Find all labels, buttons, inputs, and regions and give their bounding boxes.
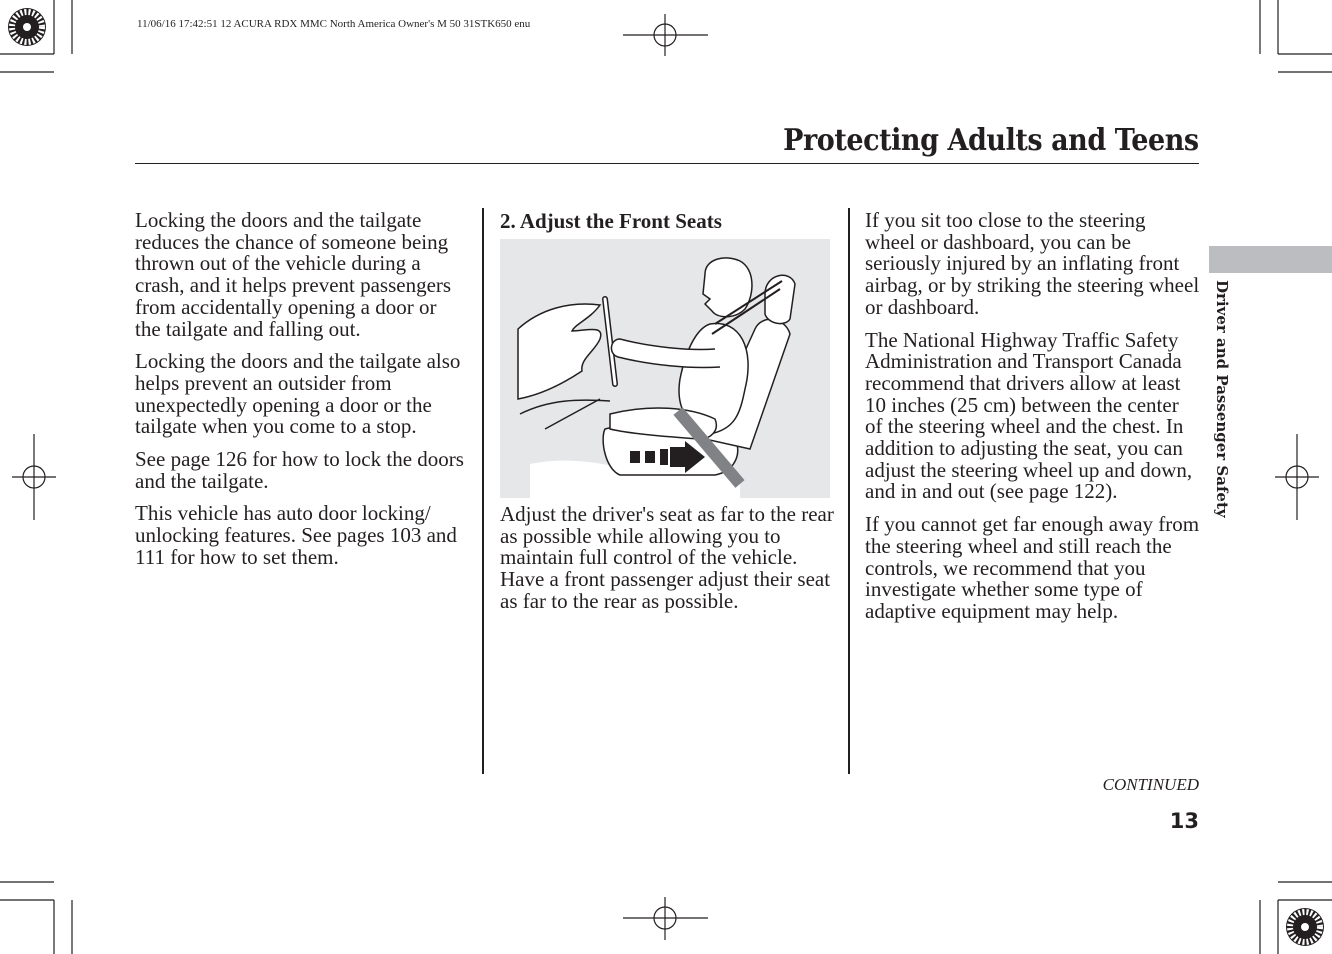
column-1: [135, 210, 465, 580]
sunburst-mark-bottom-right: [1286, 908, 1324, 946]
paragraph: Locking the doors and the tailgate also helps prevent an outsider from unexpectedly opening a door or the tailgate when you come to a stop.: [135, 349, 461, 439]
print-info: 11/06/16 17:42:51 12 ACURA RDX MMC North America Owner's M 50 31STK650 enu: [137, 18, 531, 30]
paragraph: The National Highway Traffic Safety Administration and Transport Canada recommend that drivers allow at least 10 inches (25 cm) between the center of the steering wheel and the chest. In addition to adjusting the seat, you can adjust the steering wheel up and down, and in and out (see page 122).: [865, 327, 1193, 504]
paragraph: See page 126 for how to lock the doors and the tailgate.: [135, 447, 464, 493]
section-heading: 2. Adjust the Front Seats: [500, 209, 722, 233]
paragraph: If you cannot get far enough away from the steering wheel and still reach the controls, we recommend that you investigate whether some type of adaptive equipment may help.: [865, 512, 1200, 623]
section-tab: [1209, 246, 1332, 273]
paragraph: If you sit too close to the steering wheel or dashboard, you can be seriously injured by an inflating front airbag, or by striking the steering wheel or dashboard.: [865, 208, 1200, 319]
continued-label: CONTINUED: [1102, 775, 1199, 794]
page-title: Protecting Adults and Teens: [783, 123, 1199, 158]
title-rule: [135, 163, 1199, 164]
column-2: [500, 504, 840, 624]
seat-adjustment-illustration: [500, 239, 830, 498]
sunburst-mark-top-left: [8, 8, 46, 46]
paragraph: This vehicle has auto door locking/ unlocking features. See pages 103 and 111 for how to set them.: [135, 501, 457, 569]
paragraph: Adjust the driver's seat as far to the rear as possible while allowing you to maintain full control of the vehicle. Have a front passenger adjust their seat as far to the rear as possible.: [500, 502, 834, 613]
column-3: [865, 210, 1200, 634]
column-divider: [482, 208, 484, 774]
paragraph: Locking the doors and the tailgate reduces the chance of someone being thrown out of the vehicle during a crash, and it helps prevent passengers from accidentally opening a door or the tailgate and falling out.: [135, 208, 452, 341]
section-tab-label: Driver and Passenger Safety: [1213, 280, 1231, 518]
page-number: 13: [1169, 809, 1199, 833]
column-divider: [848, 208, 850, 774]
